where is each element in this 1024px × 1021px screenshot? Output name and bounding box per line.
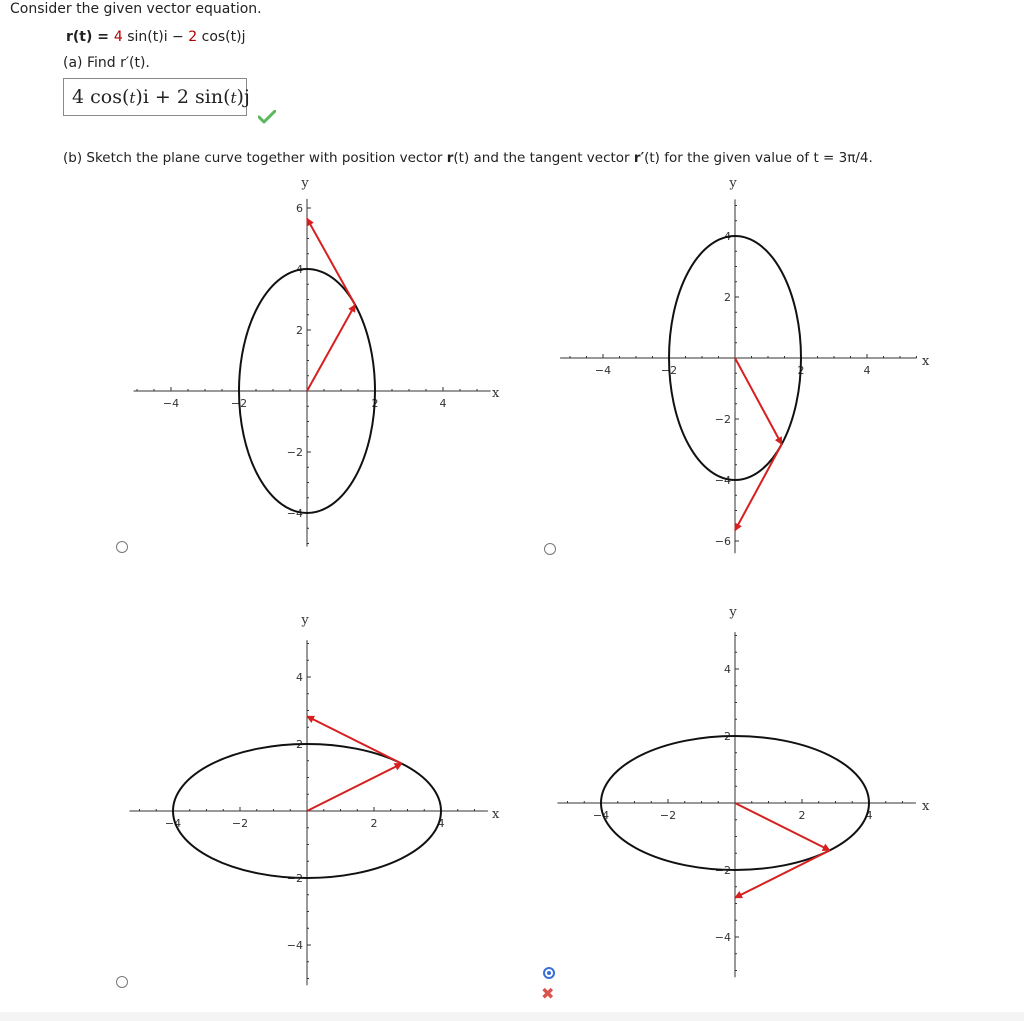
y-tick-label: 4 xyxy=(296,263,303,276)
x-tick-label: −4 xyxy=(592,809,610,822)
part-b-prompt: (b) Sketch the plane curve together with position vector r(t) and the tangent vector r′(t) for the given value of t = 3π/4. xyxy=(63,150,873,166)
x-tick-label: 4 xyxy=(437,817,445,830)
x-mark-icon: ✖ xyxy=(541,984,555,1003)
x-axis-label: x xyxy=(492,386,500,401)
y-tick-label: −2 xyxy=(714,413,731,426)
tangent-vector xyxy=(307,218,355,304)
y-axis-label: y xyxy=(729,176,737,191)
y-axis-label: y xyxy=(729,605,737,620)
tangent-vector xyxy=(735,444,782,530)
x-tick-label: 2 xyxy=(798,809,806,822)
intro-text: Consider the given vector equation. xyxy=(10,1,262,17)
y-tick-label: 2 xyxy=(724,730,731,743)
y-axis-label: y xyxy=(301,613,309,628)
x-tick-label: 2 xyxy=(797,364,805,377)
position-vector xyxy=(735,358,782,444)
position-vector xyxy=(735,803,830,850)
tangent-vector xyxy=(307,716,402,763)
y-tick-label: 2 xyxy=(296,324,303,337)
y-tick-label: −4 xyxy=(286,939,303,952)
x-tick-label: −2 xyxy=(231,817,249,830)
vector-equation: r(t) = 4 sin(t)i − 2 cos(t)j xyxy=(66,29,246,45)
checkmark-icon xyxy=(258,110,276,124)
y-tick-label: 4 xyxy=(724,663,731,676)
y-tick-label: −4 xyxy=(714,474,731,487)
x-tick-label: −4 xyxy=(594,364,612,377)
y-tick-label: −2 xyxy=(714,864,731,877)
y-tick-label: 4 xyxy=(724,230,731,243)
y-tick-label: −6 xyxy=(714,535,731,548)
y-tick-label: −2 xyxy=(286,446,303,459)
y-tick-label: −4 xyxy=(714,931,731,944)
option-a-radio[interactable] xyxy=(116,541,128,553)
y-tick-label: 4 xyxy=(296,671,303,684)
x-tick-label: 4 xyxy=(865,809,873,822)
y-tick-label: 2 xyxy=(724,291,731,304)
x-tick-label: −4 xyxy=(162,397,180,410)
y-tick-label: 6 xyxy=(296,202,303,215)
y-axis-label: y xyxy=(301,176,309,191)
x-tick-label: −2 xyxy=(660,364,678,377)
y-tick-label: 2 xyxy=(296,738,303,751)
tangent-vector xyxy=(735,850,830,897)
x-tick-label: 2 xyxy=(371,397,379,410)
option-c-radio[interactable] xyxy=(116,976,128,988)
bottom-bar xyxy=(0,1012,1024,1021)
x-tick-label: 2 xyxy=(370,817,378,830)
option-d-radio[interactable] xyxy=(543,967,555,979)
x-axis-label: x xyxy=(922,354,930,369)
position-vector xyxy=(307,305,355,391)
x-axis-label: x xyxy=(492,807,500,822)
x-tick-label: −2 xyxy=(230,397,248,410)
x-tick-label: −4 xyxy=(164,817,182,830)
option-b-radio[interactable] xyxy=(544,543,556,555)
x-axis-label: x xyxy=(922,799,930,814)
position-vector xyxy=(307,764,402,811)
answer-a-field[interactable]: 4 cos(t)i + 2 sin(t)j xyxy=(63,78,247,116)
y-tick-label: −4 xyxy=(286,507,303,520)
x-tick-label: 4 xyxy=(863,364,871,377)
x-tick-label: 4 xyxy=(439,397,447,410)
y-tick-label: −2 xyxy=(286,872,303,885)
x-tick-label: −2 xyxy=(659,809,677,822)
part-a-prompt: (a) Find r′(t). xyxy=(63,55,150,71)
